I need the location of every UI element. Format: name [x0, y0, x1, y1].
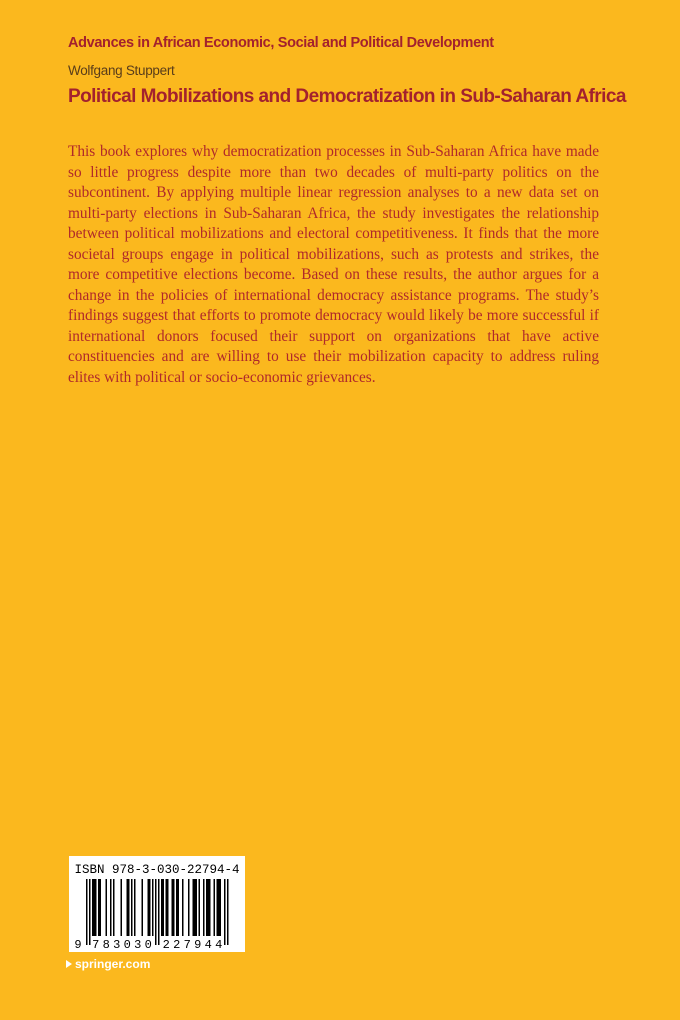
springer-link-text: springer.com — [75, 957, 151, 971]
barcode-bar — [166, 879, 168, 936]
barcode-digit: 9 — [194, 938, 202, 952]
barcode-bar — [134, 879, 136, 936]
barcode-bar — [199, 879, 201, 936]
barcode-bar — [106, 879, 108, 936]
barcode-digit: 0 — [123, 938, 131, 952]
barcode-bar — [176, 879, 178, 936]
barcode-bar — [178, 879, 180, 936]
series-title: Advances in African Economic, Social and Political Development — [68, 35, 494, 51]
barcode-bar — [127, 879, 129, 936]
barcode-bar — [193, 879, 195, 936]
barcode-bar — [194, 879, 196, 936]
barcode-digit: 2 — [162, 938, 170, 952]
barcode-bar — [86, 879, 88, 945]
barcode-bar — [182, 879, 184, 936]
barcode-bar — [227, 879, 229, 945]
barcode-bar — [218, 879, 220, 936]
barcode-bar — [98, 879, 100, 936]
barcode-digit: 7 — [183, 938, 191, 952]
barcode-bar — [163, 879, 165, 936]
barcode-bar — [173, 879, 175, 936]
barcode-digit: 2 — [173, 938, 181, 952]
barcode-bar — [142, 879, 144, 936]
barcode-digit: 4 — [215, 938, 223, 952]
barcode-digit: 3 — [134, 938, 142, 952]
barcode-bar — [158, 879, 160, 945]
barcode-bar — [217, 879, 219, 936]
barcode-bar — [224, 879, 226, 945]
springer-link[interactable] — [66, 957, 150, 971]
barcode-bar — [206, 879, 208, 936]
barcode-bar — [208, 879, 210, 936]
isbn-label: ISBN 978-3-030-22794-4 — [74, 863, 240, 877]
barcode-bar — [100, 879, 102, 936]
barcode-bar — [148, 879, 150, 936]
barcode-bar — [113, 879, 115, 936]
author-name: Wolfgang Stuppert — [68, 63, 175, 78]
barcode-bar — [196, 879, 198, 936]
book-description: This book explores why democratization processes in Sub-Saharan Africa have made so little progress despite more than two decades of multi-party politics on the subcontinent. By applying multiple linear regression analyses to a new data set on multi-party elections in Sub-Saharan Africa, the study investigates the relationship between political mobilizations and electoral competitiveness. It finds that the more societal groups engage in political mobilizations, such as protests and strikes, the more competitive elections become. Based on these results, the author argues for a change in the policies of international democracy assistance programs. The study’s findings suggest that efforts to promote democracy would likely be more successful if international donors focused their support on organizations that have active constituencies and are willing to use their mobilization capacity to address ruling elites with political or socio-economic grievances. — [68, 143, 599, 386]
barcode-digit: 8 — [102, 938, 110, 952]
barcode-bar — [155, 879, 157, 945]
barcode-bar — [188, 879, 190, 936]
barcode-bar — [128, 879, 130, 936]
barcode-bar — [121, 879, 123, 936]
barcode-bar — [203, 879, 205, 936]
barcode-bar — [161, 879, 163, 936]
barcode-bar — [110, 879, 112, 936]
barcode-digit: 9 — [74, 938, 82, 952]
barcode-digit: 7 — [92, 938, 100, 952]
barcode-bar — [95, 879, 97, 936]
barcode-bar — [94, 879, 96, 936]
barcode-bar — [209, 879, 211, 936]
barcode-bar — [149, 879, 151, 936]
barcode-bar — [92, 879, 94, 936]
isbn-barcode — [69, 856, 245, 952]
barcode-bar — [172, 879, 174, 936]
barcode-digit: 3 — [113, 938, 121, 952]
barcode-digit: 4 — [204, 938, 212, 952]
barcode-bar — [89, 879, 91, 945]
arrow-right-icon — [66, 960, 72, 968]
barcode-graphic — [69, 856, 245, 952]
barcode-bar — [220, 879, 222, 936]
barcode-digit: 0 — [144, 938, 152, 952]
barcode-bar — [167, 879, 169, 936]
book-title: Political Mobilizations and Democratization in Sub-Saharan Africa — [68, 86, 626, 107]
barcode-bar — [152, 879, 154, 936]
barcode-bar — [214, 879, 216, 936]
barcode-bar — [131, 879, 133, 936]
